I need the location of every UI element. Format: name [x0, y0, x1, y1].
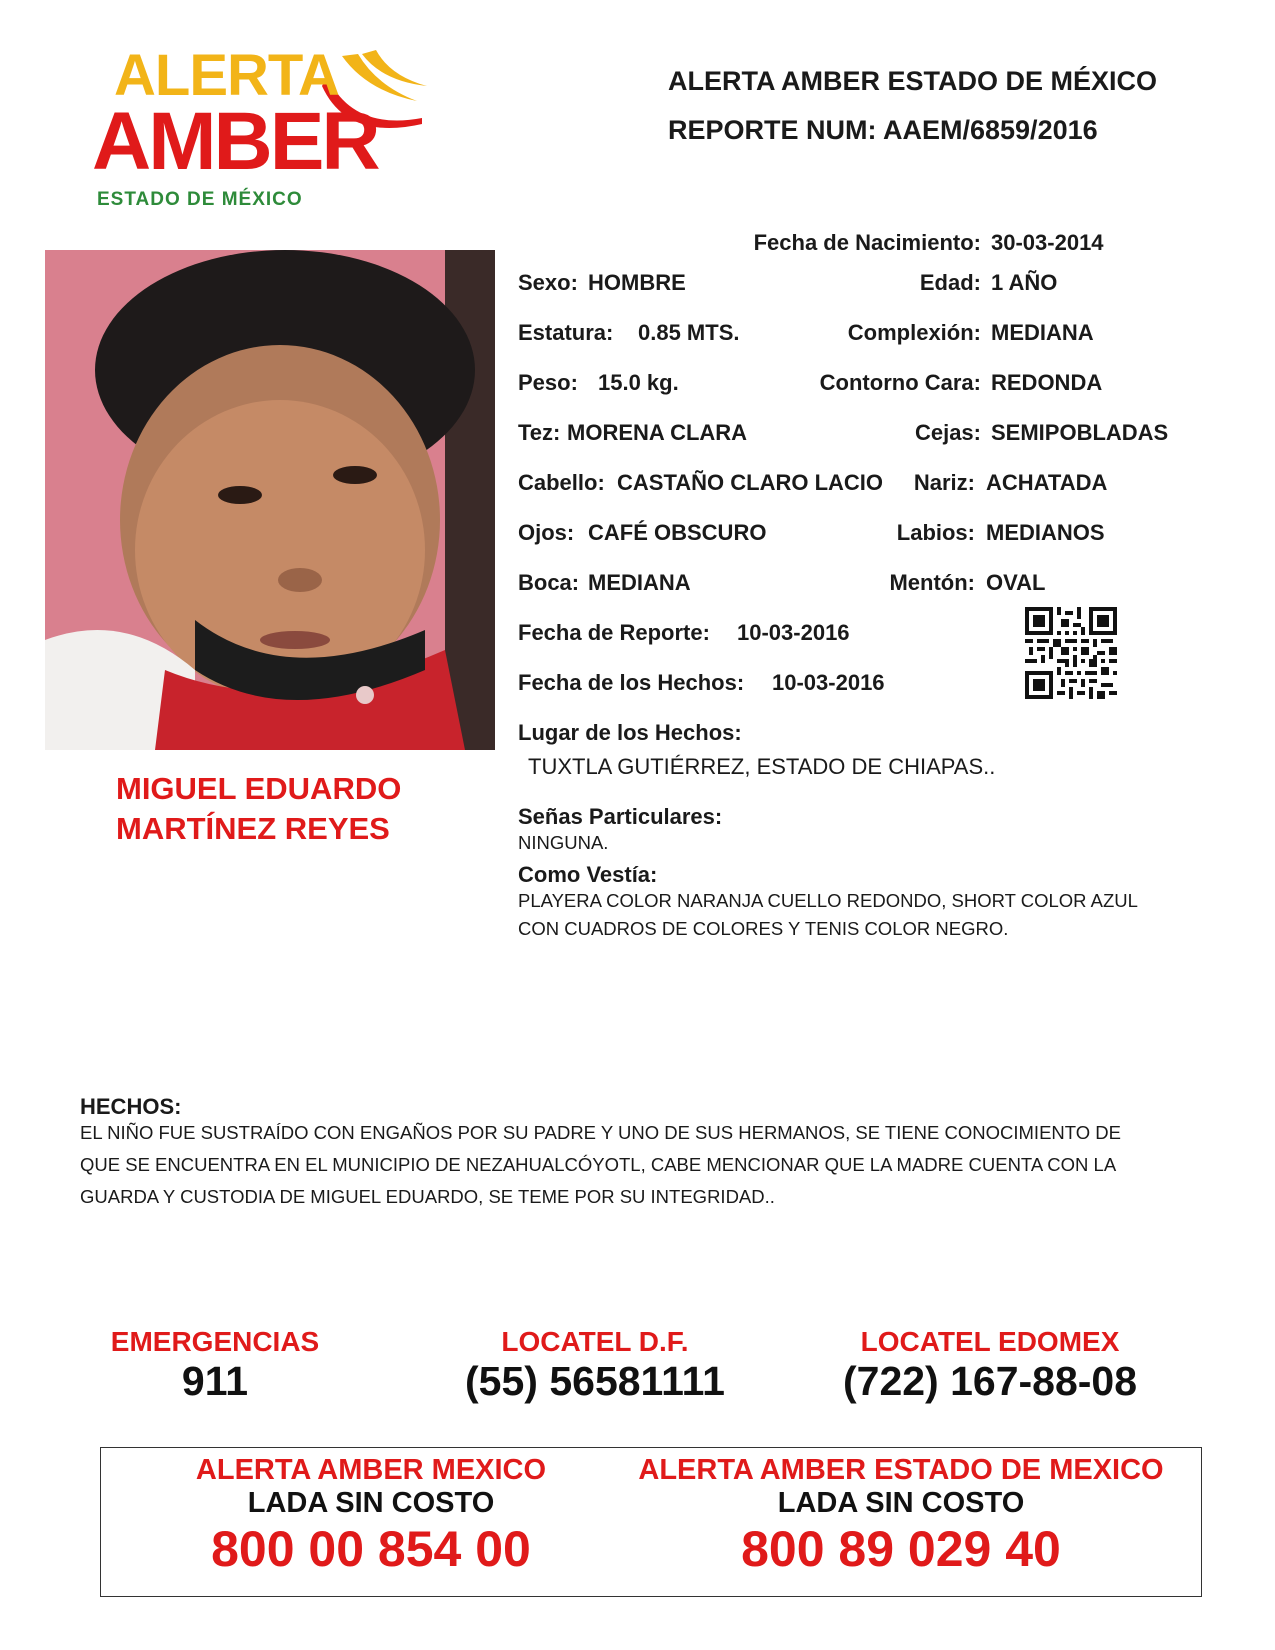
- child-name-line2: MARTÍNEZ REYES: [116, 811, 390, 846]
- page-title: ALERTA AMBER ESTADO DE MÉXICO: [668, 66, 1158, 96]
- place-label: Lugar de los Hechos:: [518, 720, 742, 745]
- face-value: REDONDA: [991, 370, 1103, 395]
- clothing-label: Como Vestía:: [518, 862, 658, 887]
- eyes-value: CAFÉ OBSCURO: [588, 520, 767, 545]
- toll-free-number[interactable]: 800 00 854 00: [211, 1521, 531, 1577]
- build-value: MEDIANA: [991, 320, 1094, 345]
- marks-value: NINGUNA.: [518, 832, 609, 853]
- hair-label: Cabello:: [518, 470, 605, 495]
- toll-free-title: ALERTA AMBER MEXICO: [195, 1454, 547, 1486]
- marks-label: Señas Particulares:: [518, 804, 723, 829]
- place-value: TUXTLA GUTIÉRREZ, ESTADO DE CHIAPAS..: [528, 754, 996, 779]
- weight-label: Peso:: [518, 370, 578, 395]
- weight-value: 15.0 kg.: [598, 370, 679, 395]
- facts-line2: QUE SE ENCUENTRA EN EL MUNICIPIO DE NEZAHUALCÓYOTL, CABE MENCIONAR QUE LA MADRE CUENTA CON LA: [80, 1154, 1117, 1175]
- child-photo: [45, 250, 495, 750]
- contact-emergencias: [90, 1326, 340, 1405]
- qr-code-icon[interactable]: [1025, 607, 1117, 699]
- skin-label: Tez:: [518, 420, 561, 445]
- facts-line3: GUARDA Y CUSTODIA DE MIGUEL EDUARDO, SE TEME POR SU INTEGRIDAD..: [80, 1186, 775, 1207]
- facts-line1: EL NIÑO FUE SUSTRAÍDO CON ENGAÑOS POR SU PADRE Y UNO DE SUS HERMANOS, SE TIENE CONOCIMIENTO DE: [80, 1122, 1121, 1143]
- toll-free-title: ALERTA AMBER ESTADO DE MEXICO: [638, 1454, 1164, 1486]
- brows-value: SEMIPOBLADAS: [991, 420, 1169, 445]
- height-label: Estatura:: [518, 320, 614, 345]
- contact-title: EMERGENCIAS: [110, 1326, 320, 1357]
- skin-value: MORENA CLARA: [567, 420, 748, 445]
- logo-word-amber: AMBER: [92, 96, 378, 187]
- contact-title: LOCATEL EDOMEX: [860, 1326, 1120, 1357]
- mouth-label: Boca:: [518, 570, 580, 595]
- lips-label: Labios:: [896, 520, 975, 545]
- sex-label: Sexo:: [518, 270, 578, 295]
- event-date-label: Fecha de los Hechos:: [518, 670, 745, 695]
- contact-number[interactable]: (722) 167-88-08: [842, 1358, 1138, 1404]
- hair-value: CASTAÑO CLARO LACIO: [617, 470, 884, 495]
- mouth-value: MEDIANA: [588, 570, 691, 595]
- chin-value: OVAL: [986, 570, 1046, 595]
- report-date-value: 10-03-2016: [737, 620, 850, 645]
- toll-free-subtitle: LADA SIN COSTO: [247, 1487, 495, 1519]
- contact-locatel-edomex: [815, 1326, 1165, 1405]
- toll-free-subtitle: LADA SIN COSTO: [777, 1487, 1025, 1519]
- clothing-line2: CON CUADROS DE COLORES Y TENIS COLOR NEGRO.: [518, 918, 1009, 939]
- birth-value: 30-03-2014: [991, 230, 1104, 255]
- contact-number[interactable]: (55) 56581111: [465, 1358, 725, 1404]
- build-label: Complexión:: [847, 320, 981, 345]
- report-date-label: Fecha de Reporte:: [518, 620, 710, 645]
- face-label: Contorno Cara:: [819, 370, 981, 395]
- toll-free-number[interactable]: 800 89 029 40: [741, 1521, 1061, 1577]
- logo-word-estado: ESTADO DE MÉXICO: [97, 189, 303, 210]
- contact-number[interactable]: 911: [181, 1358, 249, 1404]
- age-label: Edad:: [919, 270, 981, 295]
- contact-locatel-df: [420, 1326, 770, 1405]
- child-name-line1: MIGUEL EDUARDO: [116, 771, 402, 806]
- chin-label: Mentón:: [889, 570, 975, 595]
- toll-free-box: [100, 1447, 1202, 1597]
- logo-word-alerta: ALERTA: [114, 43, 339, 108]
- eyes-label: Ojos:: [518, 520, 575, 545]
- age-value: 1 AÑO: [991, 270, 1058, 295]
- birth-label: Fecha de Nacimiento:: [753, 230, 981, 255]
- facts-label: HECHOS:: [80, 1094, 182, 1119]
- clothing-line1: PLAYERA COLOR NARANJA CUELLO REDONDO, SHORT COLOR AZUL: [518, 890, 1138, 911]
- toll-free-edomex: [616, 1454, 1186, 1578]
- toll-free-mexico: [141, 1454, 601, 1578]
- nose-label: Nariz:: [913, 470, 975, 495]
- contact-title: LOCATEL D.F.: [501, 1326, 689, 1357]
- alerta-amber-logo: [92, 43, 422, 211]
- brows-label: Cejas:: [914, 420, 981, 445]
- event-date-value: 10-03-2016: [772, 670, 885, 695]
- nose-value: ACHATADA: [986, 470, 1108, 495]
- report-number: REPORTE NUM: AAEM/6859/2016: [668, 115, 1098, 145]
- height-value: 0.85 MTS.: [638, 320, 740, 345]
- sex-value: HOMBRE: [588, 270, 686, 295]
- lips-value: MEDIANOS: [986, 520, 1105, 545]
